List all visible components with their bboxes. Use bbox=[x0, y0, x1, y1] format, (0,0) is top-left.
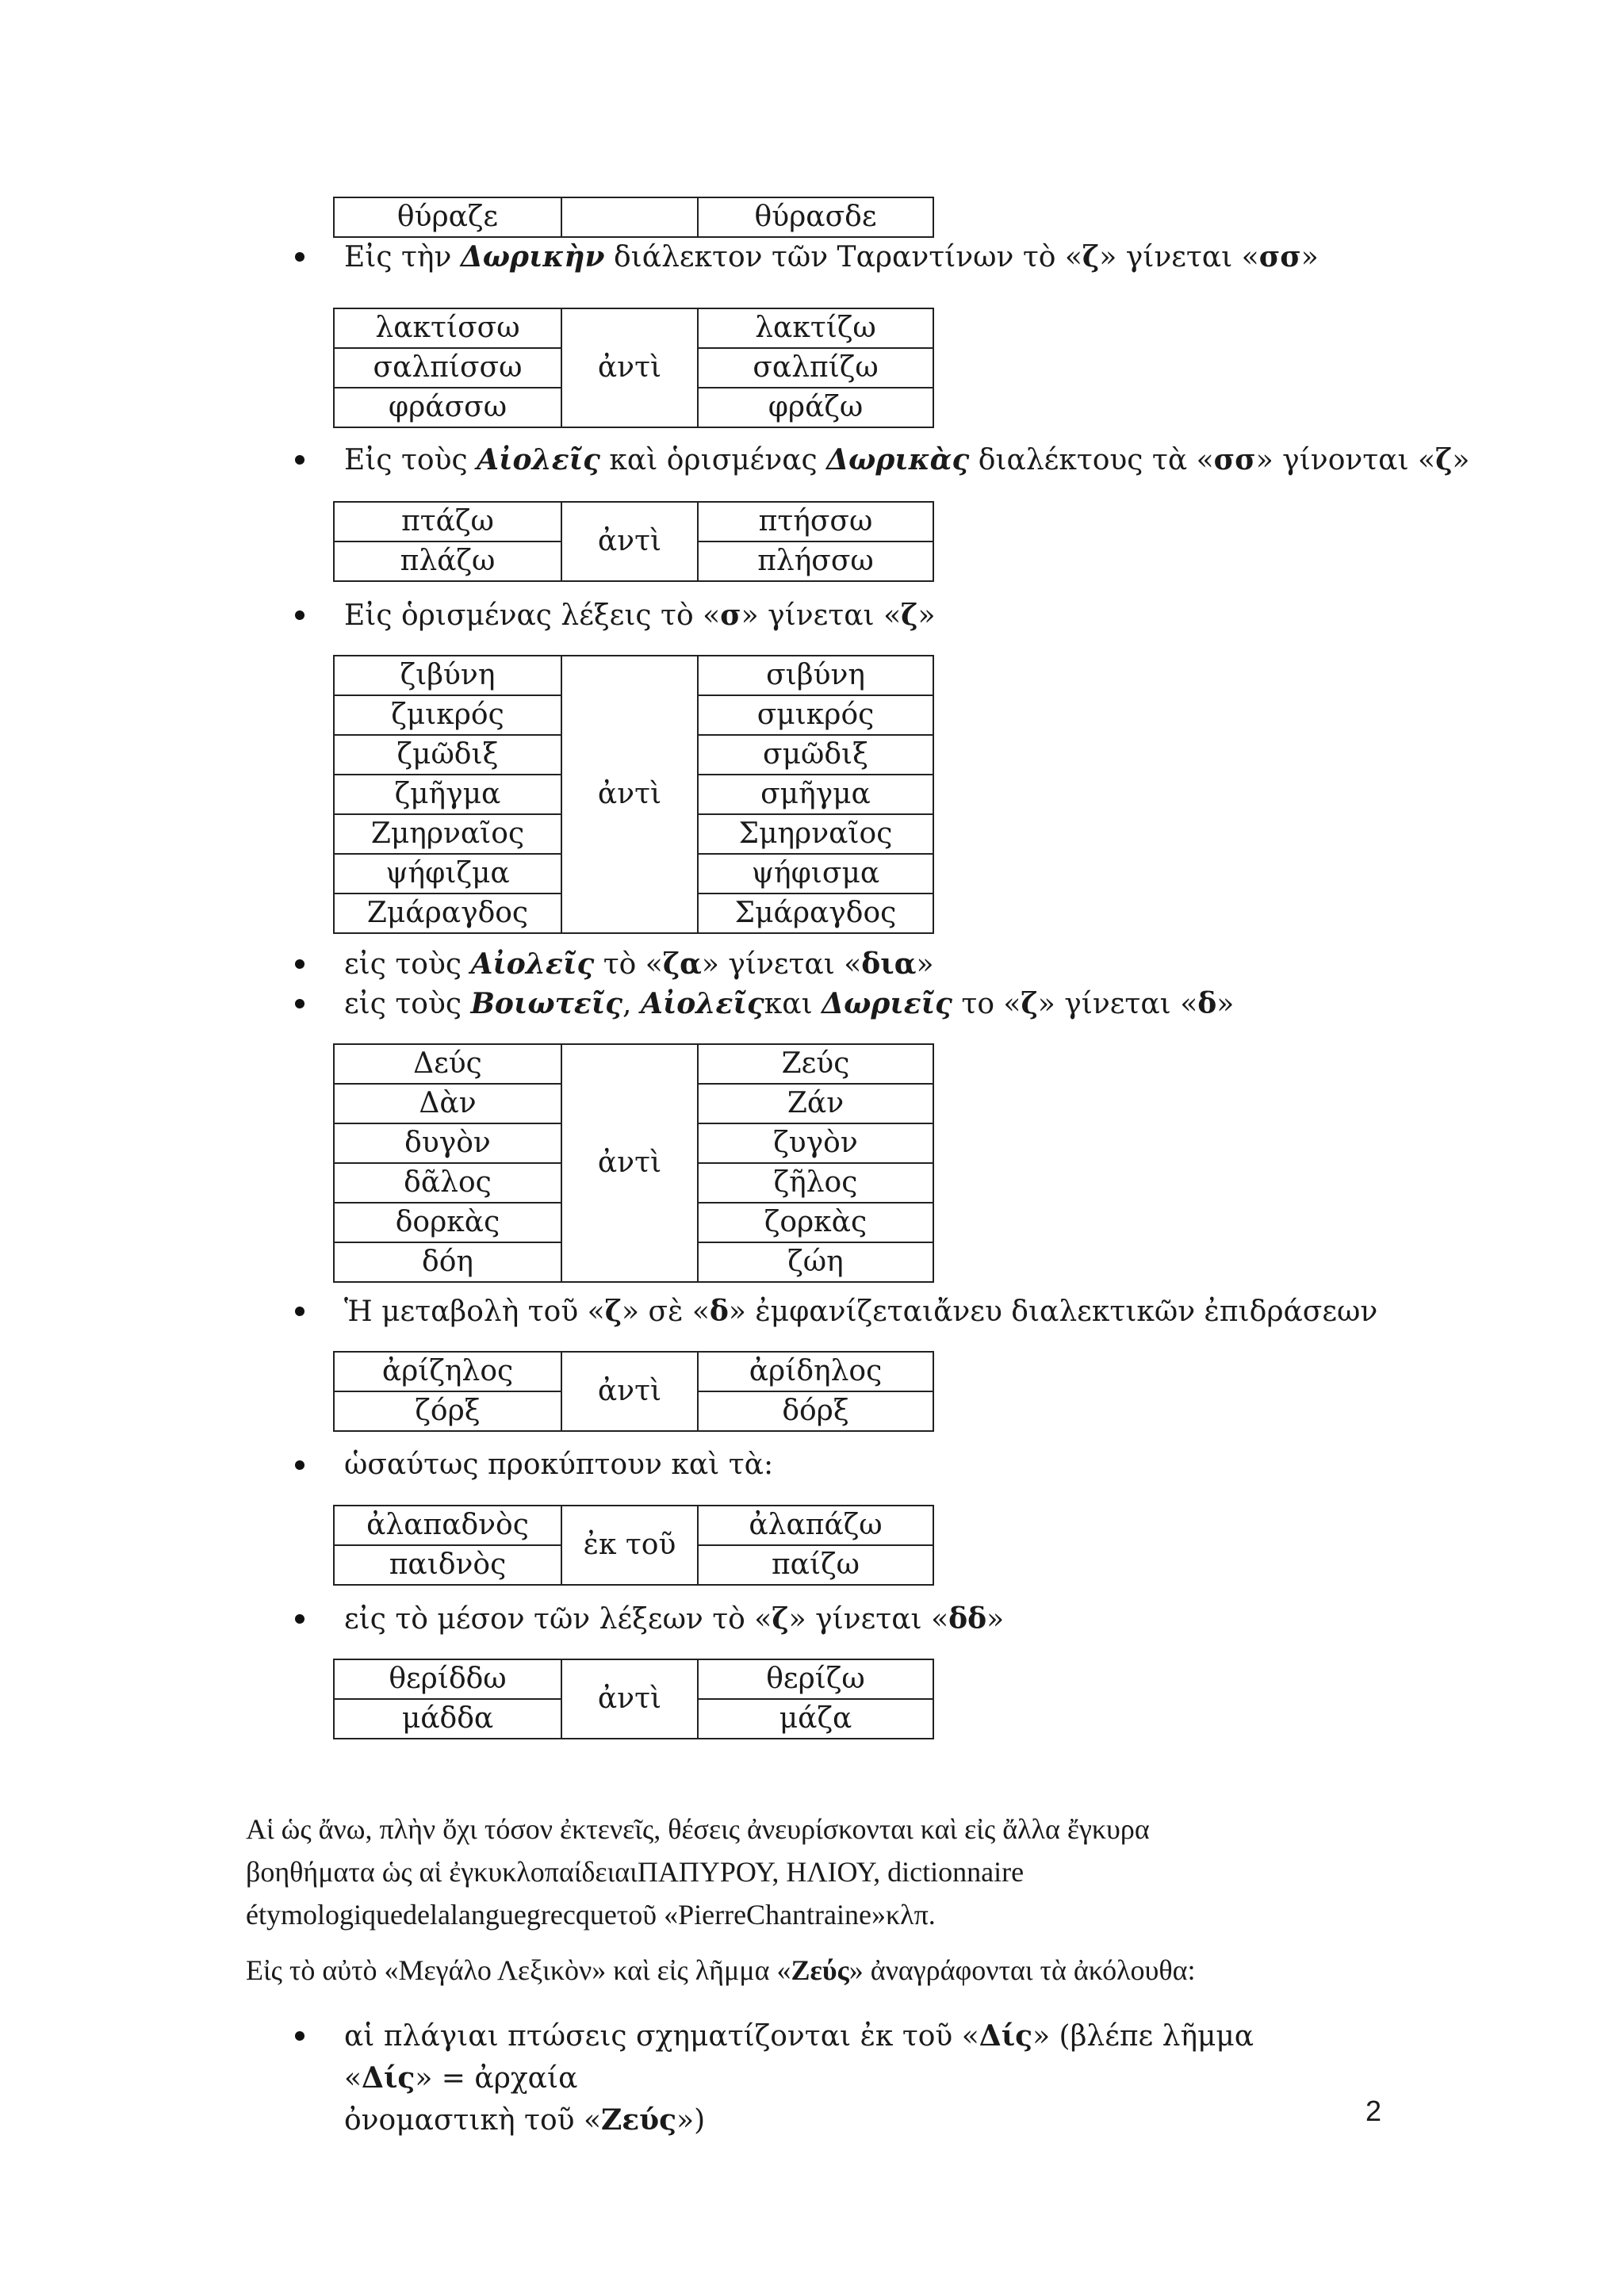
bullet-text: εἰς τοὺς Αἰολεῖς τὸ «ζα» γίνεται «δια» bbox=[344, 947, 934, 981]
table-cell-variant: δορκὰς bbox=[334, 1203, 561, 1242]
table-cell-relation: ἀντὶ bbox=[561, 656, 698, 933]
table-cell-standard: Ζεύς bbox=[698, 1044, 933, 1084]
table-cell-variant: ψήφιζμα bbox=[334, 854, 561, 894]
table-cell-standard: Σμηρναῖος bbox=[698, 814, 933, 854]
table-cell-standard: θύρασδε bbox=[698, 197, 933, 237]
bullet-text: εἰς τοὺς Βοιωτεῖς, Αἰολεῖςκαι Δωριεῖς το «ζ» γίνεται «δ» bbox=[344, 987, 1235, 1020]
paragraph-lexicon-entry: Εἰς τὸ αὐτὸ «Μεγάλο Λεξικὸν» καὶ εἰς λῆμμα «Ζεύς» ἀναγράφονται τὰ ἀκόλουθα: bbox=[246, 1954, 1196, 1986]
table-cell-variant: σαλπίσσω bbox=[334, 348, 561, 388]
table-cell-variant: Δεύς bbox=[334, 1044, 561, 1084]
table-cell-variant: πτάζω bbox=[334, 502, 561, 541]
table-row bbox=[334, 1352, 933, 1391]
table-cell-variant: Δὰν bbox=[334, 1084, 561, 1123]
table-cell-variant: δυγὸν bbox=[334, 1123, 561, 1163]
table-cell-variant: Ζμάραγδος bbox=[334, 894, 561, 933]
table-cell-relation: ἀντὶ bbox=[561, 1659, 698, 1739]
bullet-dot bbox=[295, 2031, 304, 2041]
bullet-dot bbox=[295, 455, 304, 465]
table-row bbox=[334, 656, 933, 695]
table-cell-variant: ἀρίζηλος bbox=[334, 1352, 561, 1391]
bullet-dot bbox=[295, 1307, 304, 1316]
table-cell-standard: μάζα bbox=[698, 1699, 933, 1739]
table-cell-variant: ζμῶδιξ bbox=[334, 735, 561, 775]
word-table-theriddo bbox=[333, 1659, 934, 1739]
table-cell-relation: ἀντὶ bbox=[561, 1352, 698, 1431]
table-cell-variant: ζόρξ bbox=[334, 1391, 561, 1431]
table-cell-standard: ζῆλος bbox=[698, 1163, 933, 1203]
table-cell-standard: σιβύνη bbox=[698, 656, 933, 695]
table-cell-variant: λακτίσσω bbox=[334, 308, 561, 348]
table-cell-relation: ἐκ τοῦ bbox=[561, 1506, 698, 1585]
table-cell-variant: Ζμηρναῖος bbox=[334, 814, 561, 854]
table-cell-standard: παίζω bbox=[698, 1545, 933, 1585]
word-table-tharaze bbox=[333, 197, 934, 238]
paragraph-references bbox=[246, 1808, 1356, 1936]
bullet-text: αἱ πλάγιαι πτώσεις σχηματίζονται ἐκ τοῦ «Δίς» (βλέπε λῆμμα «Δίς» = ἀρχαία ὀνομαστικὴ τοῦ «Ζεύς») bbox=[344, 2019, 1254, 2137]
table-cell-relation: ἀντὶ bbox=[561, 1044, 698, 1282]
bullet-dot bbox=[295, 610, 304, 620]
table-cell-standard: σαλπίζω bbox=[698, 348, 933, 388]
paragraph-line: βοηθήματα ὡς αἱ ἐγκυκλοπαίδειαιΠΑΠΥΡΟΥ, ΗΛΙΟΥ, dictionnaire bbox=[246, 1856, 1025, 1888]
table-cell-standard: φράζω bbox=[698, 388, 933, 427]
paragraph-line: Αἱ ὡς ἄνω, πλὴν ὄχι τόσον ἐκτενεῖς, θέσεις ἀνευρίσκονται καὶ εἰς ἄλλα ἔγκυρα bbox=[246, 1813, 1150, 1845]
table-cell-variant: ἀλαπαδνὸς bbox=[334, 1506, 561, 1545]
paragraph-line: étymologiquedelalanguegrecqueτοῦ «PierreChantraine»κλπ. bbox=[246, 1899, 936, 1931]
word-table-arizelos bbox=[333, 1351, 934, 1432]
table-cell-variant: δᾶλος bbox=[334, 1163, 561, 1203]
table-cell-standard: ζορκὰς bbox=[698, 1203, 933, 1242]
table-cell-relation: ἀντὶ bbox=[561, 502, 698, 581]
word-table-ss-to-z bbox=[333, 308, 934, 428]
word-table-z-to-ss bbox=[333, 501, 934, 582]
table-cell-variant: ζμικρός bbox=[334, 695, 561, 735]
word-table-d-to-z bbox=[333, 1043, 934, 1283]
table-cell-variant: πλάζω bbox=[334, 541, 561, 581]
table-cell-standard: ζυγὸν bbox=[698, 1123, 933, 1163]
table-cell-variant: θύραζε bbox=[334, 197, 561, 237]
bullet-dot bbox=[295, 1460, 304, 1470]
table-cell-variant: ζιβύνη bbox=[334, 656, 561, 695]
table-cell-relation: ἀντὶ bbox=[561, 308, 698, 427]
table-cell-variant: μάδδα bbox=[334, 1699, 561, 1739]
table-cell-standard: ψήφισμα bbox=[698, 854, 933, 894]
table-row bbox=[334, 197, 933, 237]
page-number: 2 bbox=[1365, 2095, 1382, 2127]
table-cell-standard: θερίζω bbox=[698, 1659, 933, 1699]
table-cell-variant: φράσσω bbox=[334, 388, 561, 427]
table-cell-standard: ζώη bbox=[698, 1242, 933, 1282]
bullet-text: Εἰς τὴν Δωρικὴν διάλεκτον τῶν Ταραντίνων τὸ «ζ» γίνεται «σσ» bbox=[344, 240, 1319, 274]
table-cell-standard: σμῆγμα bbox=[698, 775, 933, 814]
bullet-text: εἰς τὸ μέσον τῶν λέξεων τὸ «ζ» γίνεται «δδ» bbox=[344, 1602, 1005, 1636]
table-cell-standard: ἀρίδηλος bbox=[698, 1352, 933, 1391]
table-row bbox=[334, 502, 933, 541]
bullet-text: Εἰς τοὺς Αἰολεῖς καὶ ὁρισμένας Δωρικὰς διαλέκτους τὰ «σσ» γίνονται «ζ» bbox=[344, 443, 1470, 476]
table-cell-standard: λακτίζω bbox=[698, 308, 933, 348]
bullet-dot bbox=[295, 959, 304, 969]
bullet-dot bbox=[295, 252, 304, 262]
table-cell-variant: θερίδδω bbox=[334, 1659, 561, 1699]
table-row bbox=[334, 1659, 933, 1699]
bullet-text: ὡσαύτως προκύπτουν καὶ τὰ: bbox=[344, 1448, 774, 1481]
table-cell-standard: δόρξ bbox=[698, 1391, 933, 1431]
table-cell-variant: παιδνὸς bbox=[334, 1545, 561, 1585]
table-row bbox=[334, 1044, 933, 1084]
bullet-dot bbox=[295, 999, 304, 1008]
table-cell-standard: Σμάραγδος bbox=[698, 894, 933, 933]
bullet-text: Εἰς ὁρισμένας λέξεις τὸ «σ» γίνεται «ζ» bbox=[344, 599, 936, 632]
table-row bbox=[334, 1506, 933, 1545]
word-table-alapadnos bbox=[333, 1505, 934, 1586]
table-cell-standard: πλήσσω bbox=[698, 541, 933, 581]
table-cell-variant: ζμῆγμα bbox=[334, 775, 561, 814]
bullet-dot bbox=[295, 1614, 304, 1624]
table-cell-standard: ἀλαπάζω bbox=[698, 1506, 933, 1545]
table-cell-standard: σμικρός bbox=[698, 695, 933, 735]
bullet-text: Ἡ μεταβολὴ τοῦ «ζ» σὲ «δ» ἐμφανίζεταιἄνευ διαλεκτικῶν ἐπιδράσεων bbox=[344, 1295, 1378, 1328]
table-cell-variant: δόη bbox=[334, 1242, 561, 1282]
table-cell-relation bbox=[561, 197, 698, 237]
table-cell-standard: Ζάν bbox=[698, 1084, 933, 1123]
table-cell-standard: πτήσσω bbox=[698, 502, 933, 541]
word-table-s-to-z bbox=[333, 655, 934, 934]
table-cell-standard: σμῶδιξ bbox=[698, 735, 933, 775]
table-row bbox=[334, 308, 933, 348]
